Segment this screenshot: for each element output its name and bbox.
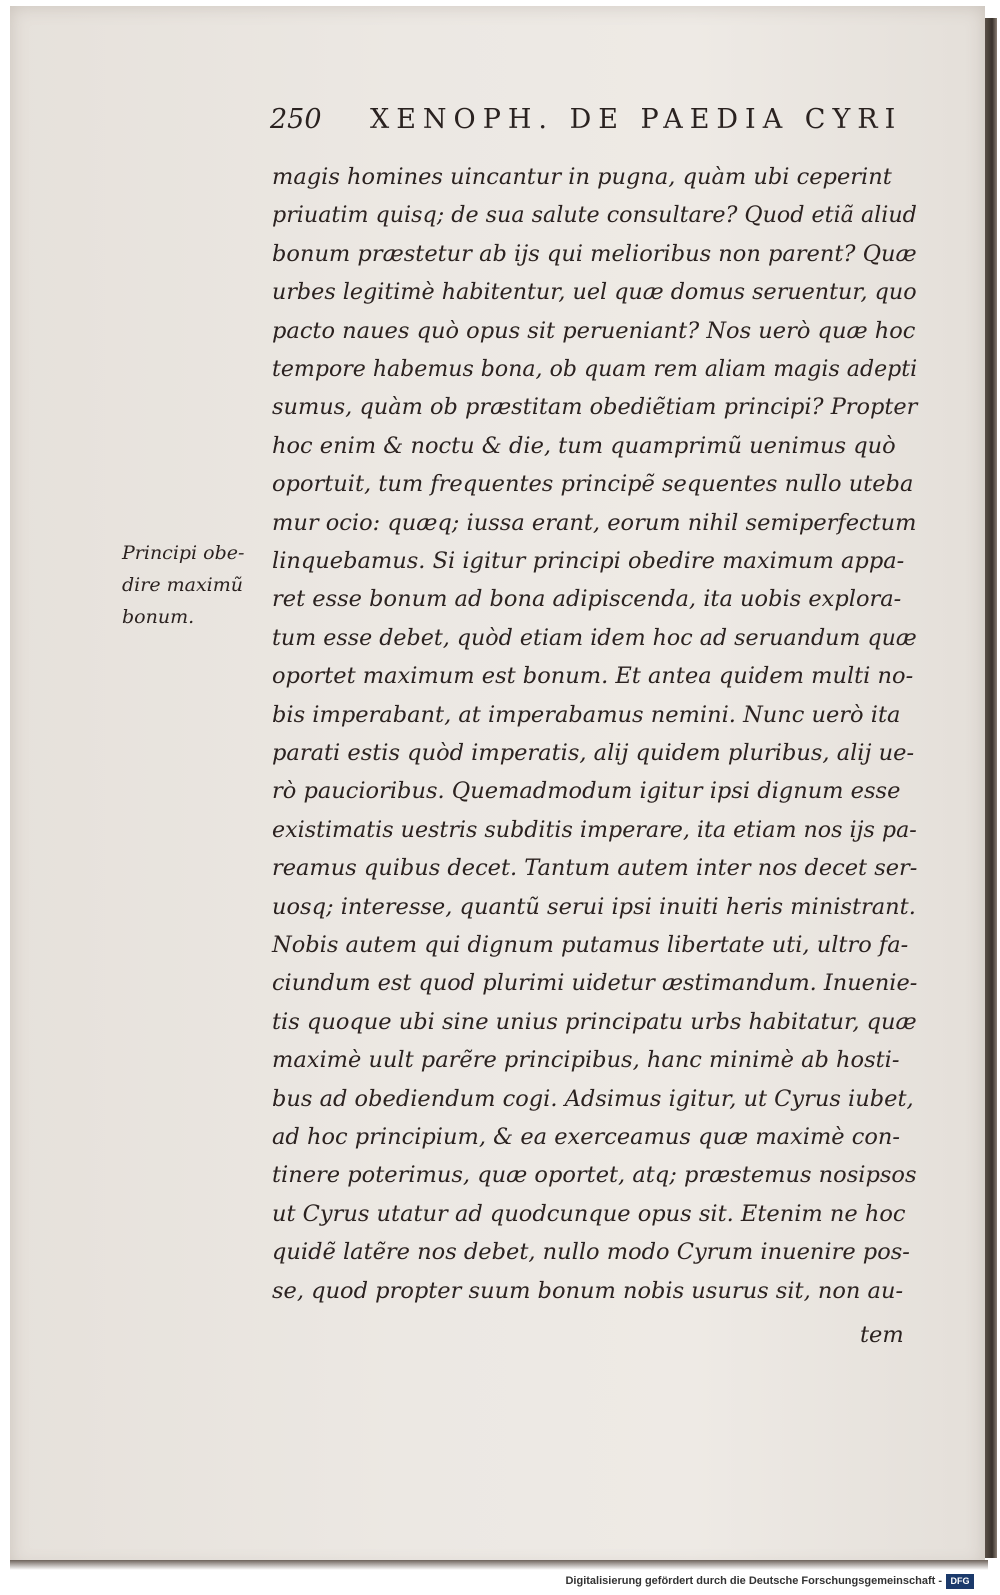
text-line: bus ad obediendum cogi. Adsimus igitur, ut Cyrus iubet, (272, 1085, 914, 1112)
text-line: maximè uult parẽre principibus, hanc minimè ab hosti- (272, 1047, 900, 1074)
text-line: ret esse bonum ad bona adipiscenda, ita uobis explora- (272, 586, 902, 613)
page-number: 250 (270, 104, 322, 135)
marginal-note-line: bonum. (122, 606, 195, 628)
text-line: rò paucioribus. Quemadmodum igitur ipsi dignum esse (272, 778, 901, 805)
text-line: bis imperabant, at imperabamus nemini. Nunc uerò ita (272, 701, 901, 728)
text-line: oportuit, tum frequentes principẽ sequentes nullo uteba (272, 471, 914, 498)
text-line: bonum præstetur ab ijs qui melioribus non parent? Quæ (272, 240, 917, 267)
text-line: sumus, quàm ob præstitam obediẽtiam principi? Propter (272, 394, 918, 421)
body-text (272, 158, 922, 1358)
running-head (270, 104, 903, 144)
text-line: tempore habemus bona, ob quam rem aliam magis adepti (272, 356, 918, 382)
text-line: parati estis quòd imperatis, alij quidem pluribus, alij ue- (272, 740, 915, 766)
text-line: Nobis autem qui dignum putamus libertate uti, ultro fa- (272, 932, 909, 958)
catchword: tem (860, 1322, 904, 1348)
text-line: ciundum est quod plurimi uidetur æstimandum. Inuenie- (272, 970, 918, 997)
text-line: uosq; interesse, quantũ serui ipsi inuiti heris ministrant. (272, 893, 916, 920)
text-line: magis homines uincantur in pugna, quàm ubi ceperint (272, 164, 892, 190)
text-line: mur ocio: quæq; iussa erant, eorum nihil semiperfectum (272, 509, 917, 536)
text-line: linquebamus. Si igitur principi obedire maximum appa- (272, 548, 905, 574)
text-line: reamus quibus decet. Tantum autem inter nos decet ser- (272, 855, 918, 882)
page-bottom-edge (10, 1560, 988, 1570)
text-line: priuatim quisq; de sua salute consultare? Quod etiã aliud (272, 202, 917, 229)
marginal-note (122, 537, 262, 633)
footer-bar (0, 1571, 1000, 1595)
dfg-logo-icon: DFG (946, 1574, 974, 1589)
text-line: hoc enim & noctu & die, tum quamprimũ uenimus quò (272, 432, 896, 459)
text-line: existimatis uestris subditis imperare, ita etiam nos ijs pa- (272, 816, 917, 843)
text-line: ut Cyrus utatur ad quodcunque opus sit. Etenim ne hoc (272, 1200, 906, 1227)
text-line: tum esse debet, quòd etiam idem hoc ad seruandum quæ (272, 624, 917, 651)
text-line: tinere poterimus, quæ oportet, atq; præstemus nosipsos (272, 1162, 917, 1189)
text-line: ad hoc principium, & ea exerceamus quæ maximè con- (272, 1124, 901, 1150)
text-line: urbes legitimè habitentur, uel quæ domus seruentur, quo (272, 279, 917, 306)
marginal-note-line: dire maximũ (122, 574, 243, 596)
running-title: XENOPH. DE PAEDIA CYRI (370, 104, 903, 135)
text-line: se, quod propter suum bonum nobis usurus sit, non au- (272, 1277, 904, 1304)
text-line: oportet maximum est bonum. Et antea quidem multi no- (272, 663, 914, 690)
text-line: quidẽ latẽre nos debet, nullo modo Cyrum inuenire pos- (272, 1239, 910, 1266)
page-fore-edge (985, 18, 997, 1558)
funding-credit: Digitalisierung gefördert durch die Deutsche Forschungsgemeinschaft - (565, 1575, 942, 1587)
text-line: tis quoque ubi sine unius principatu urbs habitatur, quæ (272, 1008, 917, 1035)
text-line: pacto naues quò opus sit perueniant? Nos uerò quæ hoc (272, 317, 916, 344)
marginal-note-line: Principi obe- (122, 542, 245, 564)
